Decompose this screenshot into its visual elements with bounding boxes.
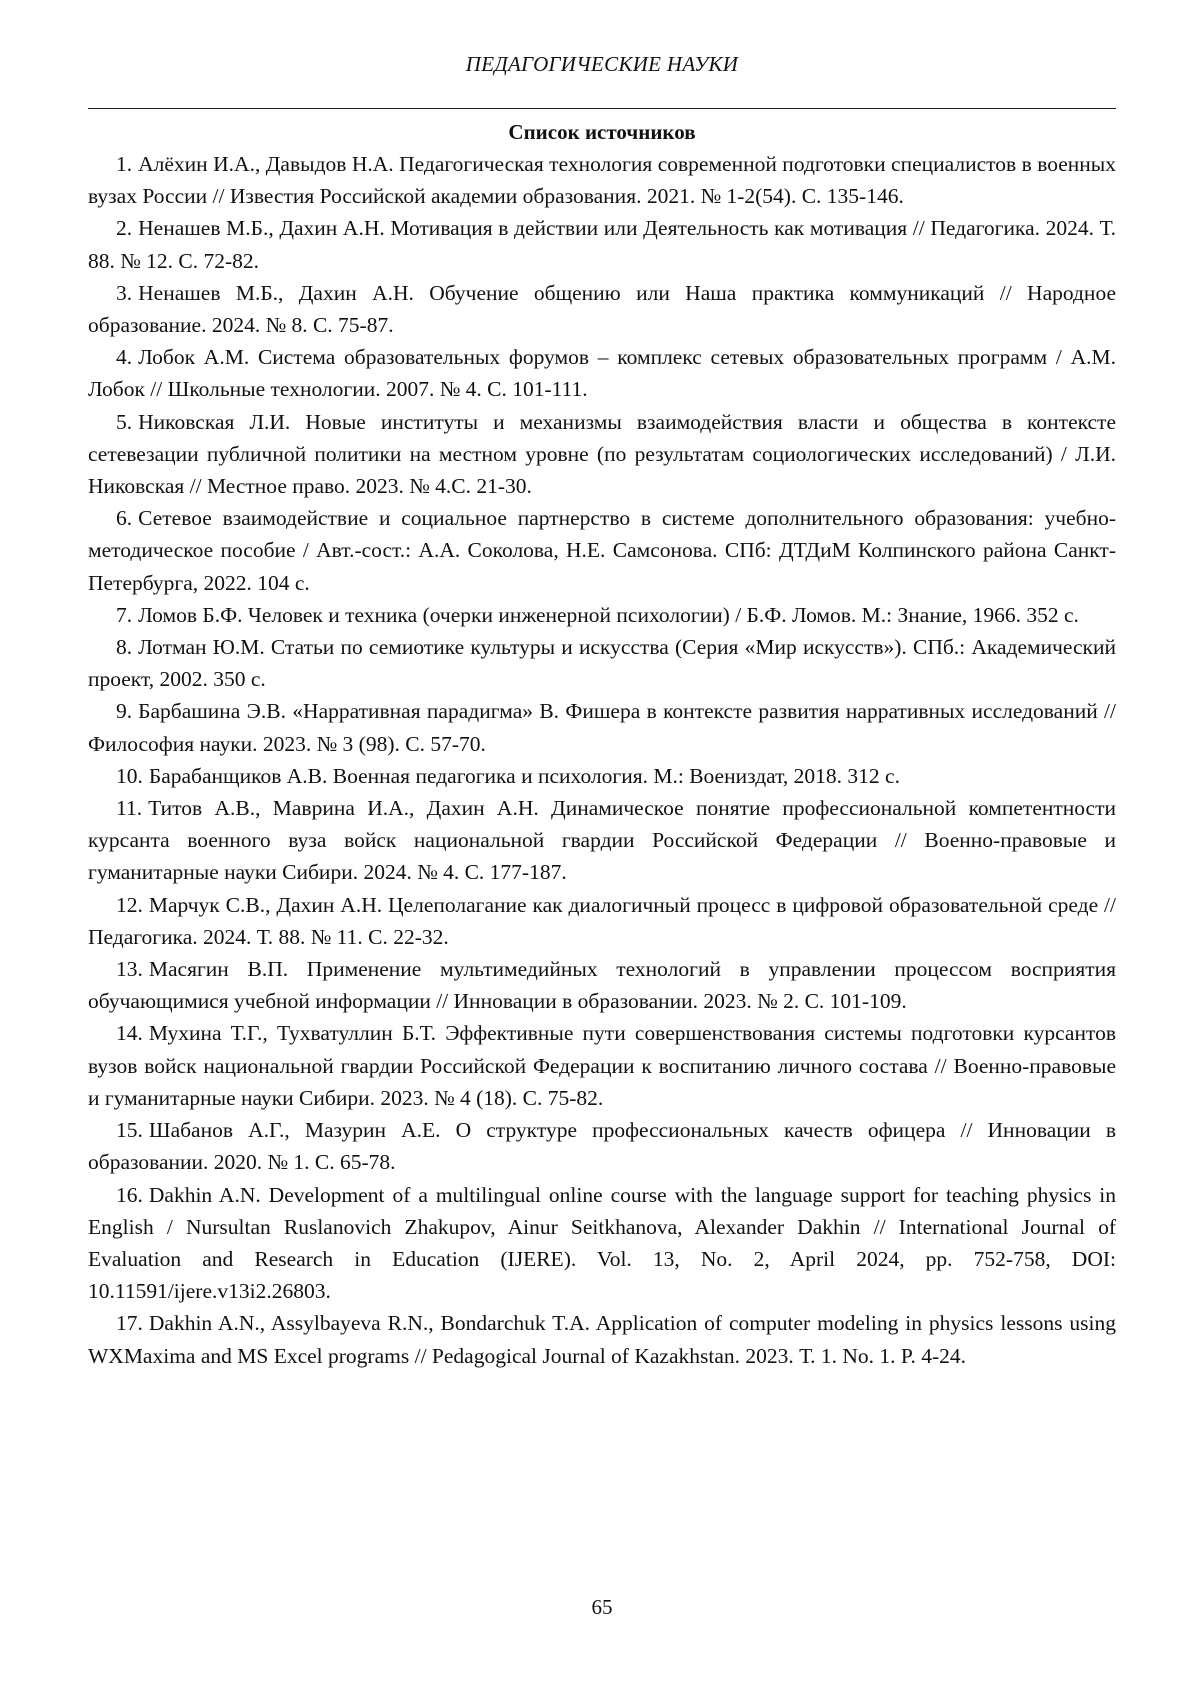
- reference-item: [88, 1017, 1116, 1114]
- reference-text: Титов А.В., Маврина И.А., Дахин А.Н. Динамическое понятие профессиональной компетентности курсанта военного вуза войск национальной гвардии Российской Федерации // Военно-правовые и гуманитарные науки Сибири. 2024. № 4. С. 177-187.: [88, 796, 1116, 885]
- reference-number: 10.: [116, 763, 143, 788]
- reference-text: Лобок А.М. Система образовательных форумов – комплекс сетевых образовательных программ / А.М. Лобок // Школьные технологии. 2007. № 4. С. 101-111.: [88, 345, 1116, 402]
- reference-text: Dakhin A.N. Development of a multilingual online course with the language support for teaching physics in English / Nursultan Ruslanovich Zhakupov, Ainur Seitkhanova, Alexander Dakhin // International Journal of Evaluation and Research in Education (IJERE). Vol. 13, No. 2, April 2024, pp. 752-758, DOI: 10.11591/ijere.v13i2.26803.: [88, 1182, 1116, 1304]
- reference-item: [88, 889, 1116, 953]
- reference-number: 1.: [116, 152, 133, 176]
- reference-number: 7.: [116, 602, 133, 627]
- reference-text: Марчук С.В., Дахин А.Н. Целеполагание как диалогичный процесс в цифровой образовательной среде // Педагогика. 2024. Т. 88. № 11. С. 22-32.: [88, 892, 1116, 949]
- reference-text: Масягин В.П. Применение мультимедийных технологий в управлении процессом восприятия обучающимися учебной информации // Инновации в образовании. 2023. № 2. С. 101-109.: [88, 957, 1116, 1014]
- reference-number: 15.: [116, 1118, 143, 1143]
- reference-text: Никовская Л.И. Новые институты и механизмы взаимодействия власти и общества в контексте сетевезации публичной политики на местном уровне (по результатам социологических исследований) / Л.И. Никовская // Местное право. 2023. № 4.С. 21-30.: [88, 409, 1116, 499]
- reference-text: Ненашев М.Б., Дахин А.Н. Обучение общению или Наша практика коммуникаций // Народное образование. 2024. № 8. С. 75-87.: [88, 280, 1116, 338]
- section-title: Список источников: [508, 120, 696, 144]
- reference-item: [88, 695, 1116, 759]
- references-section: [88, 116, 1116, 1372]
- reference-text: Барбашина Э.В. «Нарративная парадигма» В. Фишера в контексте развития нарративных исследований // Философия науки. 2023. № 3 (98). С. 57-70.: [88, 699, 1116, 756]
- reference-number: 17.: [116, 1311, 143, 1336]
- reference-item: [88, 760, 1116, 792]
- reference-text: Сетевое взаимодействие и социальное партнерство в системе дополнительного образования: учебно-методическое пособие / Авт.-сост.: А.А. Соколова, Н.Е. Самсонова. СПб: ДТДиМ Колпинского района Санкт-Петербурга, 2022. 104 с.: [88, 506, 1116, 595]
- reference-item: [88, 148, 1116, 212]
- header-divider: [88, 108, 1116, 109]
- reference-text: Ненашев М.Б., Дахин А.Н. Мотивация в действии или Деятельность как мотивация // Педагогика. 2024. Т. 88. № 12. С. 72-82.: [88, 216, 1116, 273]
- reference-text: Мухина Т.Г., Тухватуллин Б.Т. Эффективные пути совершенствования системы подготовки курсантов вузов войск национальной гвардии Российской Федерации к воспитанию личного состава // Военно-правовые и гуманитарные науки Сибири. 2023. № 4 (18). С. 75-82.: [88, 1021, 1116, 1110]
- reference-text: Алёхин И.А., Давыдов Н.А. Педагогическая технология современной подготовки специалистов в военных вузах России // Известия Российской академии образования. 2021. № 1-2(54). С. 135-146.: [88, 152, 1116, 209]
- reference-number: 5.: [116, 409, 133, 434]
- reference-number: 4.: [116, 345, 133, 370]
- reference-list: [88, 148, 1116, 1372]
- reference-number: 14.: [116, 1021, 143, 1046]
- reference-item: [88, 1114, 1116, 1178]
- running-header: ПЕДАГОГИЧЕСКИЕ НАУКИ: [465, 52, 739, 76]
- reference-number: 13.: [116, 957, 143, 982]
- reference-text: Лотман Ю.М. Статьи по семиотике культуры и искусства (Серия «Мир искусств»). СПб.: Академический проект, 2002. 350 с.: [88, 635, 1116, 692]
- reference-item: [88, 277, 1116, 341]
- reference-item: [88, 212, 1116, 276]
- reference-number: 11.: [116, 796, 143, 821]
- reference-number: 8.: [116, 635, 133, 660]
- page-number: 65: [591, 1595, 613, 1619]
- reference-number: 3.: [116, 280, 133, 305]
- reference-number: 2.: [116, 216, 133, 241]
- reference-number: 6.: [116, 506, 133, 531]
- reference-number: 16.: [116, 1182, 143, 1207]
- reference-text: Ломов Б.Ф. Человек и техника (очерки инженерной психологии) / Б.Ф. Ломов. М.: Знание, 1966. 352 с.: [138, 602, 1079, 627]
- reference-item: [88, 599, 1116, 631]
- reference-text: Dakhin A.N., Assylbayeva R.N., Bondarchuk T.A. Application of computer modeling in physics lessons using WXMaxima and MS Excel programs // Pedagogical Journal of Kazakhstan. 2023. Т. 1. No. 1. P. 4-24.: [88, 1311, 1116, 1368]
- reference-item: [88, 1179, 1116, 1308]
- reference-item: [88, 792, 1116, 889]
- reference-number: 9.: [116, 699, 133, 724]
- reference-text: Барабанщиков А.В. Военная педагогика и психология. М.: Воениздат, 2018. 312 с.: [148, 763, 900, 788]
- reference-item: [88, 341, 1116, 405]
- reference-item: [88, 631, 1116, 695]
- reference-item: [88, 406, 1116, 503]
- reference-item: [88, 1307, 1116, 1371]
- reference-item: [88, 953, 1116, 1017]
- reference-number: 12.: [116, 892, 143, 917]
- reference-item: [88, 502, 1116, 599]
- reference-text: Шабанов А.Г., Мазурин А.Е. О структуре профессиональных качеств офицера // Инновации в образовании. 2020. № 1. С. 65-78.: [88, 1118, 1116, 1175]
